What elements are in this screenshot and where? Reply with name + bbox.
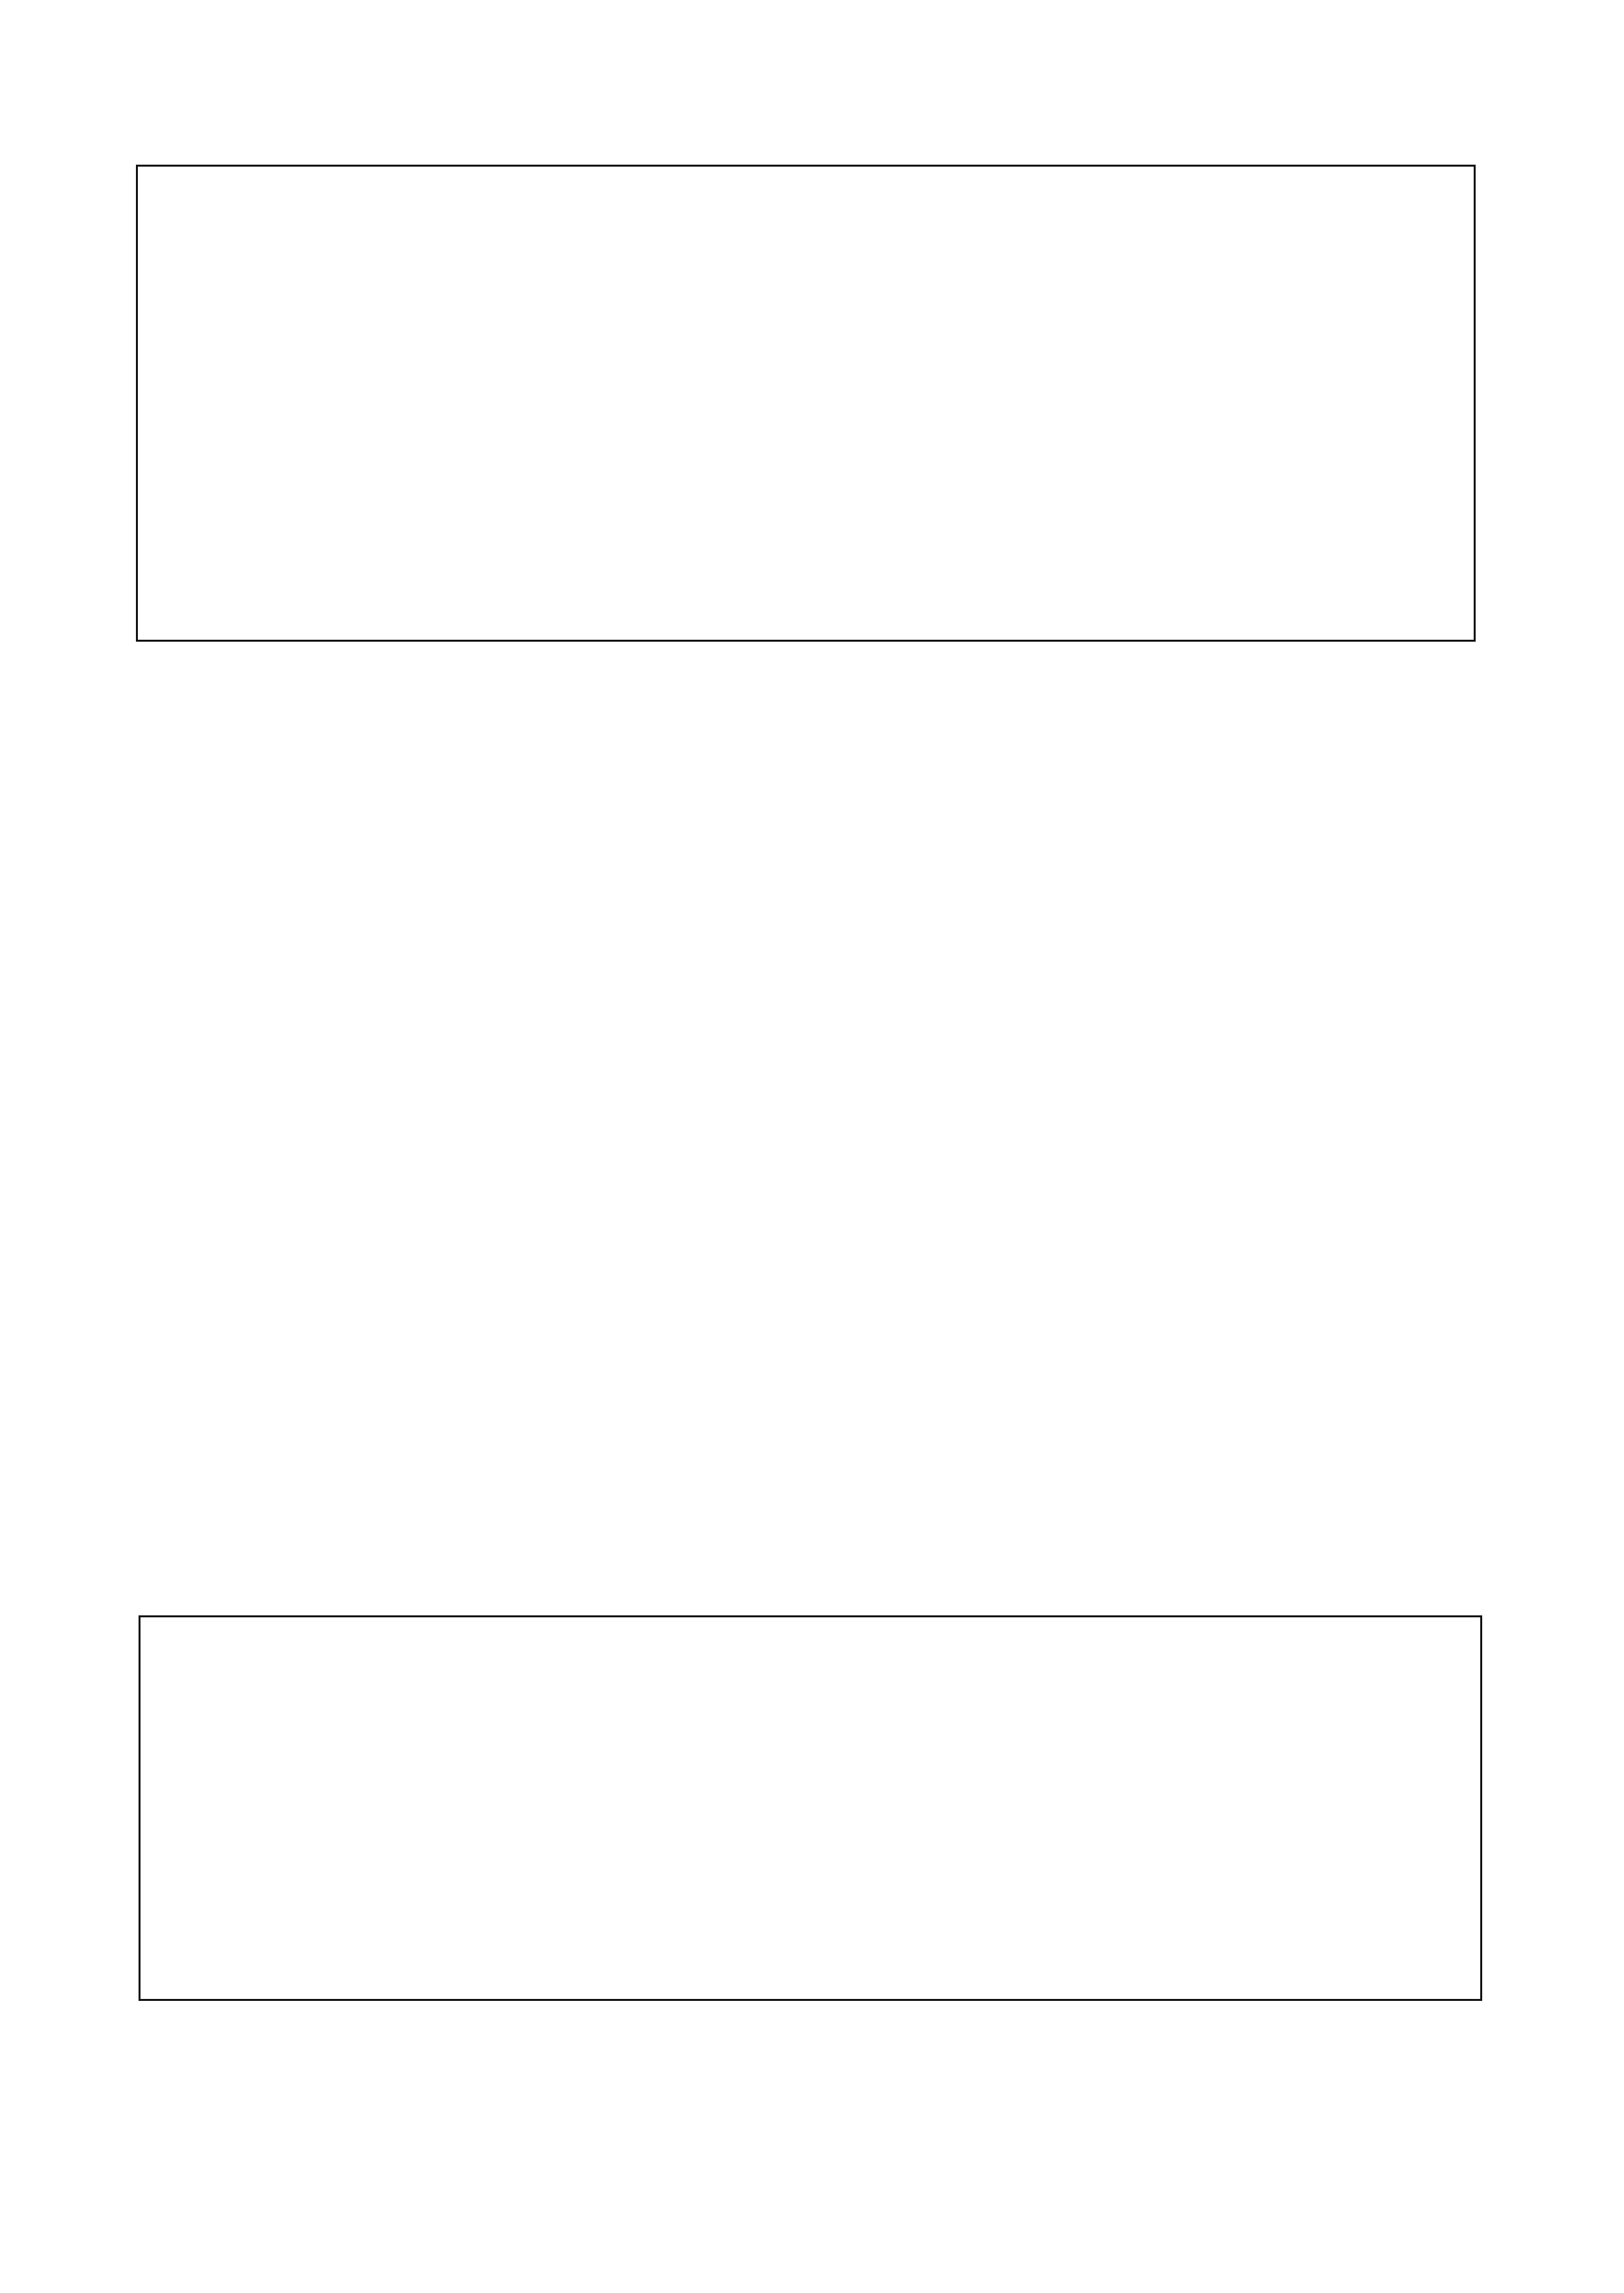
materials-table xyxy=(139,1615,1482,2001)
coefficients-table xyxy=(136,165,1476,642)
